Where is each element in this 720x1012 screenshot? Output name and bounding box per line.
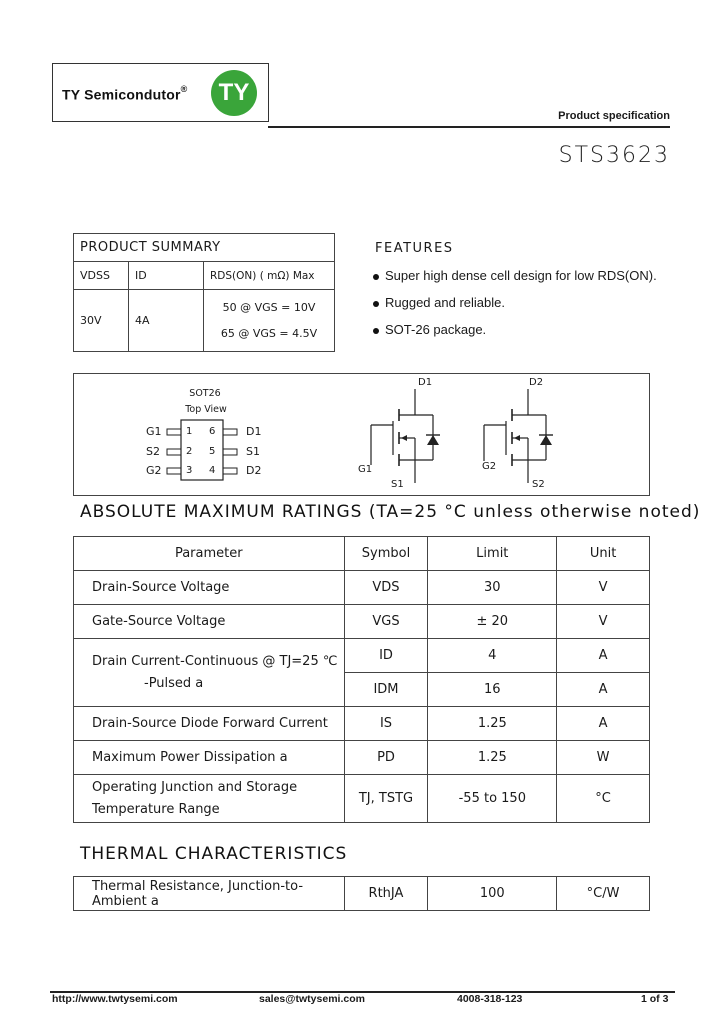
col-header-symbol: Symbol <box>344 537 428 571</box>
pin-label-s2: S2 <box>146 445 160 458</box>
row-param: Drain-Source Voltage <box>74 571 345 605</box>
row-limit: 1.25 <box>428 741 557 775</box>
summary-col-rds: RDS(ON) ( mΩ) Max <box>204 262 335 290</box>
summary-rds-4v5: 65 @ VGS = 4.5V <box>220 326 318 340</box>
pin-label-s1: S1 <box>246 445 260 458</box>
abs-max-table <box>73 536 650 823</box>
col-header-unit: Unit <box>557 537 650 571</box>
row-symbol: VGS <box>344 605 428 639</box>
row-symbol: IDM <box>344 673 428 707</box>
abs-max-title: ABSOLUTE MAXIMUM RATINGS (TA=25 °C unless otherwise noted) <box>80 502 701 522</box>
package-name: SOT26 <box>189 388 221 399</box>
table-row <box>74 741 650 775</box>
row-param: Maximum Power Dissipation a <box>74 741 345 775</box>
table-row <box>74 639 650 673</box>
row-symbol: ID <box>344 639 428 673</box>
footer-email[interactable]: sales@twtysemi.com <box>259 993 365 1005</box>
bullet-icon <box>373 274 379 280</box>
col-header-limit: Limit <box>428 537 557 571</box>
table-row <box>74 571 650 605</box>
row-unit: W <box>557 741 650 775</box>
row-unit: V <box>557 605 650 639</box>
bullet-icon <box>373 301 379 307</box>
header-rule <box>268 126 670 128</box>
footer-phone: 4008-318-123 <box>457 993 523 1005</box>
row-limit: 1.25 <box>428 707 557 741</box>
summary-col-vdss: VDSS <box>74 262 129 290</box>
row-limit: 30 <box>428 571 557 605</box>
feature-item: Super high dense cell design for low RDS(ON). <box>373 268 657 283</box>
summary-col-id: ID <box>129 262 204 290</box>
fet2-drain-label: D2 <box>529 377 544 388</box>
table-row <box>74 605 650 639</box>
row-param: Drain-Source Diode Forward Current <box>74 707 345 741</box>
summary-rds <box>204 290 335 352</box>
summary-title: PRODUCT SUMMARY <box>74 234 335 262</box>
row-unit: °C/W <box>557 877 650 911</box>
part-number: STS3623 <box>558 143 670 168</box>
row-symbol: VDS <box>344 571 428 605</box>
row-param: Drain Current-Continuous @ TJ=25 ℃ -Pulsed a <box>74 639 345 707</box>
summary-vdss: 30V <box>74 290 129 352</box>
footer-url[interactable]: http://www.twtysemi.com <box>52 993 178 1005</box>
fet2-source-label: S2 <box>532 479 545 490</box>
col-header-parameter: Parameter <box>74 537 345 571</box>
product-spec-label: Product specification <box>558 110 670 122</box>
row-unit: °C <box>557 775 650 823</box>
table-row <box>74 707 650 741</box>
feature-item: SOT-26 package. <box>373 322 486 337</box>
pin-label-g1: G1 <box>146 425 162 438</box>
table-row <box>74 877 650 911</box>
company-logo: TY <box>211 70 257 116</box>
pin-num-5: 5 <box>209 446 216 457</box>
row-limit: 100 <box>428 877 557 911</box>
company-name: TY Semicondutor® <box>62 84 188 103</box>
table-row <box>74 775 650 823</box>
row-limit: 4 <box>428 639 557 673</box>
pin-label-d2: D2 <box>246 464 262 477</box>
bullet-icon <box>373 328 379 334</box>
row-limit: 16 <box>428 673 557 707</box>
fet2-gate-label: G2 <box>482 461 497 472</box>
summary-rds-10v: 50 @ VGS = 10V <box>222 300 316 314</box>
features-title: FEATURES <box>375 241 454 256</box>
thermal-title: THERMAL CHARACTERISTICS <box>80 844 348 864</box>
pin-label-d1: D1 <box>246 425 262 438</box>
pin-num-1: 1 <box>186 426 193 437</box>
row-unit: A <box>557 707 650 741</box>
mosfet-1-symbol <box>365 385 455 485</box>
row-param: Thermal Resistance, Junction-to-Ambient a <box>74 877 345 911</box>
row-symbol: TJ, TSTG <box>344 775 428 823</box>
row-symbol: PD <box>344 741 428 775</box>
row-symbol: IS <box>344 707 428 741</box>
footer-page: 1 of 3 <box>641 993 669 1005</box>
row-limit: ± 20 <box>428 605 557 639</box>
row-param: Gate-Source Voltage <box>74 605 345 639</box>
row-param: Operating Junction and Storage Temperature Range <box>74 775 345 823</box>
pin-num-6: 6 <box>209 426 216 437</box>
feature-item: Rugged and reliable. <box>373 295 505 310</box>
fet1-gate-label: G1 <box>358 464 373 475</box>
package-view: Top View <box>185 404 227 415</box>
fet1-source-label: S1 <box>391 479 404 490</box>
row-unit: A <box>557 639 650 673</box>
fet1-drain-label: D1 <box>418 377 433 388</box>
summary-id: 4A <box>129 290 204 352</box>
pin-num-2: 2 <box>186 446 193 457</box>
row-unit: V <box>557 571 650 605</box>
product-summary-table <box>73 233 335 352</box>
pin-num-3: 3 <box>186 465 193 476</box>
row-unit: A <box>557 673 650 707</box>
thermal-table <box>73 876 650 911</box>
row-symbol: RthJA <box>344 877 428 911</box>
pin-num-4: 4 <box>209 465 216 476</box>
pin-label-g2: G2 <box>146 464 162 477</box>
row-limit: -55 to 150 <box>428 775 557 823</box>
